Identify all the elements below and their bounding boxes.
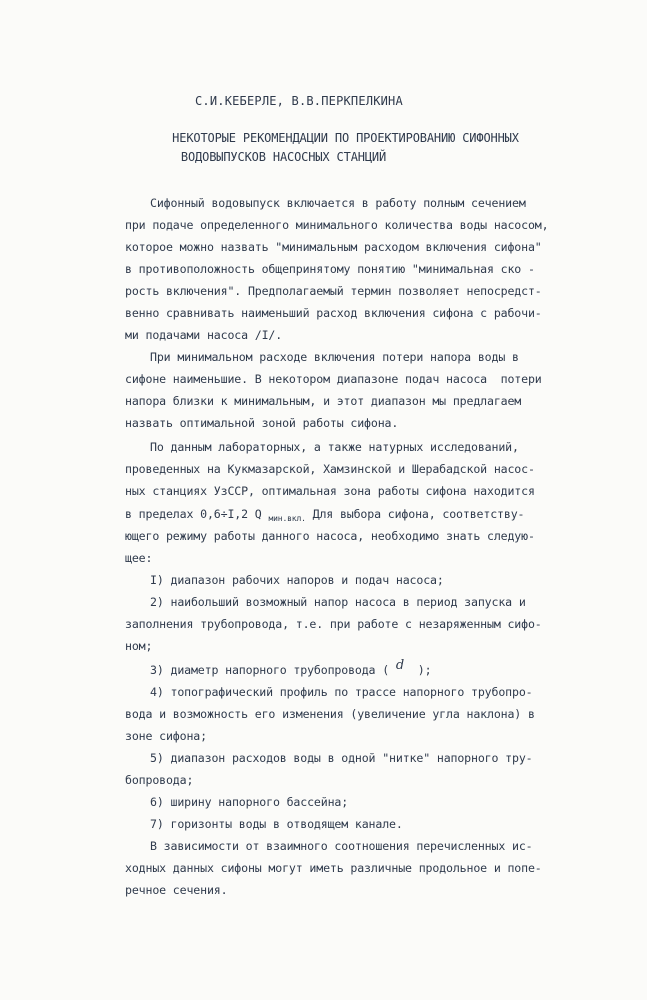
- body-line: напора близки к минимальным, и этот диапазон мы предлагаем: [125, 394, 522, 408]
- body-line: заполнения трубопровода, т.е. при работе с незаряженным сифо-: [125, 617, 542, 631]
- body-line: ходных данных сифоны могут иметь различные продольное и попе-: [125, 861, 542, 875]
- body-line: рость включения". Предполагаемый термин позволяет непосредст-: [125, 284, 542, 298]
- handwritten-d: d: [395, 658, 405, 673]
- list-item-with-handwritten-d: [150, 658, 432, 678]
- body-line: ми подачами насоса /I/.: [125, 328, 283, 342]
- body-line: которое можно назвать "минимальным расходом включения сифона": [125, 240, 542, 254]
- body-line: сифоне наименьшие. В некотором диапазоне подач насоса потери: [125, 372, 542, 386]
- list-item: I) диапазон рабочих напоров и подач насоса;: [150, 573, 444, 587]
- body-line: проведенных на Кукмазарской, Хамзинской и Шерабадской насос-: [125, 462, 535, 476]
- list-item: 2) наибольший возможный напор насоса в период запуска и: [150, 595, 526, 609]
- list-item-text: 3) диаметр напорного трубопровода (: [150, 663, 390, 677]
- body-line: бопровода;: [125, 773, 194, 787]
- list-item-end: );: [417, 663, 432, 677]
- body-line: венно сравнивать наименьший расход включения сифона с рабочи-: [125, 306, 542, 320]
- title-line-2: ВОДОВЫПУСКОВ НАСОСНЫХ СТАНЦИЙ: [180, 150, 387, 164]
- list-item: 6) ширину напорного бассейна;: [150, 795, 349, 809]
- list-item: 5) диапазон расходов воды в одной "нитке" напорного тру-: [150, 751, 533, 765]
- body-line: щее:: [125, 551, 153, 565]
- subscript-min-vkl: мин.вкл.: [268, 514, 306, 523]
- body-line: При минимальном расходе включения потери напора воды в: [150, 350, 519, 364]
- body-line: ющего режиму работы данного насоса, необходимо знать следую-: [125, 529, 535, 543]
- body-line: речное сечения.: [125, 883, 228, 897]
- authors-line: С.И.КЕБЕРЛЕ, В.В.ПЕРКПЕЛКИНА: [195, 94, 403, 108]
- body-line: вода и возможность его изменения (увеличение угла наклона) в: [125, 707, 535, 721]
- body-line-with-subscript: [125, 507, 524, 523]
- body-line: ном;: [125, 639, 153, 653]
- formula-continuation: Для выбора сифона, соответству-: [305, 507, 525, 521]
- body-line: назвать оптимальной зоной работы сифона.: [125, 416, 399, 430]
- body-line: Сифонный водовыпуск включается в работу полным сечением: [150, 196, 526, 210]
- body-line: ных станциях УзССР, оптимальная зона работы сифона находится: [125, 484, 535, 498]
- formula-text: в пределах 0,6÷I,2 Q: [125, 507, 262, 521]
- body-line: в противоположность общепринятому понятию "минимальная ско -: [125, 262, 535, 276]
- body-line: зоне сифона;: [125, 729, 207, 743]
- list-item: 4) топографический профиль по трассе напорного трубопро-: [150, 685, 533, 699]
- body-line: В зависимости от взаимного соотношения перечисленных ис-: [150, 839, 533, 853]
- body-line: По данным лабораторных, а также натурных исследований,: [150, 440, 519, 454]
- body-line: при подаче определенного минимального количества воды насосом,: [125, 218, 549, 232]
- title-line-1: НЕКОТОРЫЕ РЕКОМЕНДАЦИИ ПО ПРОЕКТИРОВАНИЮ СИФОННЫХ: [172, 131, 519, 145]
- list-item: 7) горизонты воды в отводящем канале.: [150, 817, 403, 831]
